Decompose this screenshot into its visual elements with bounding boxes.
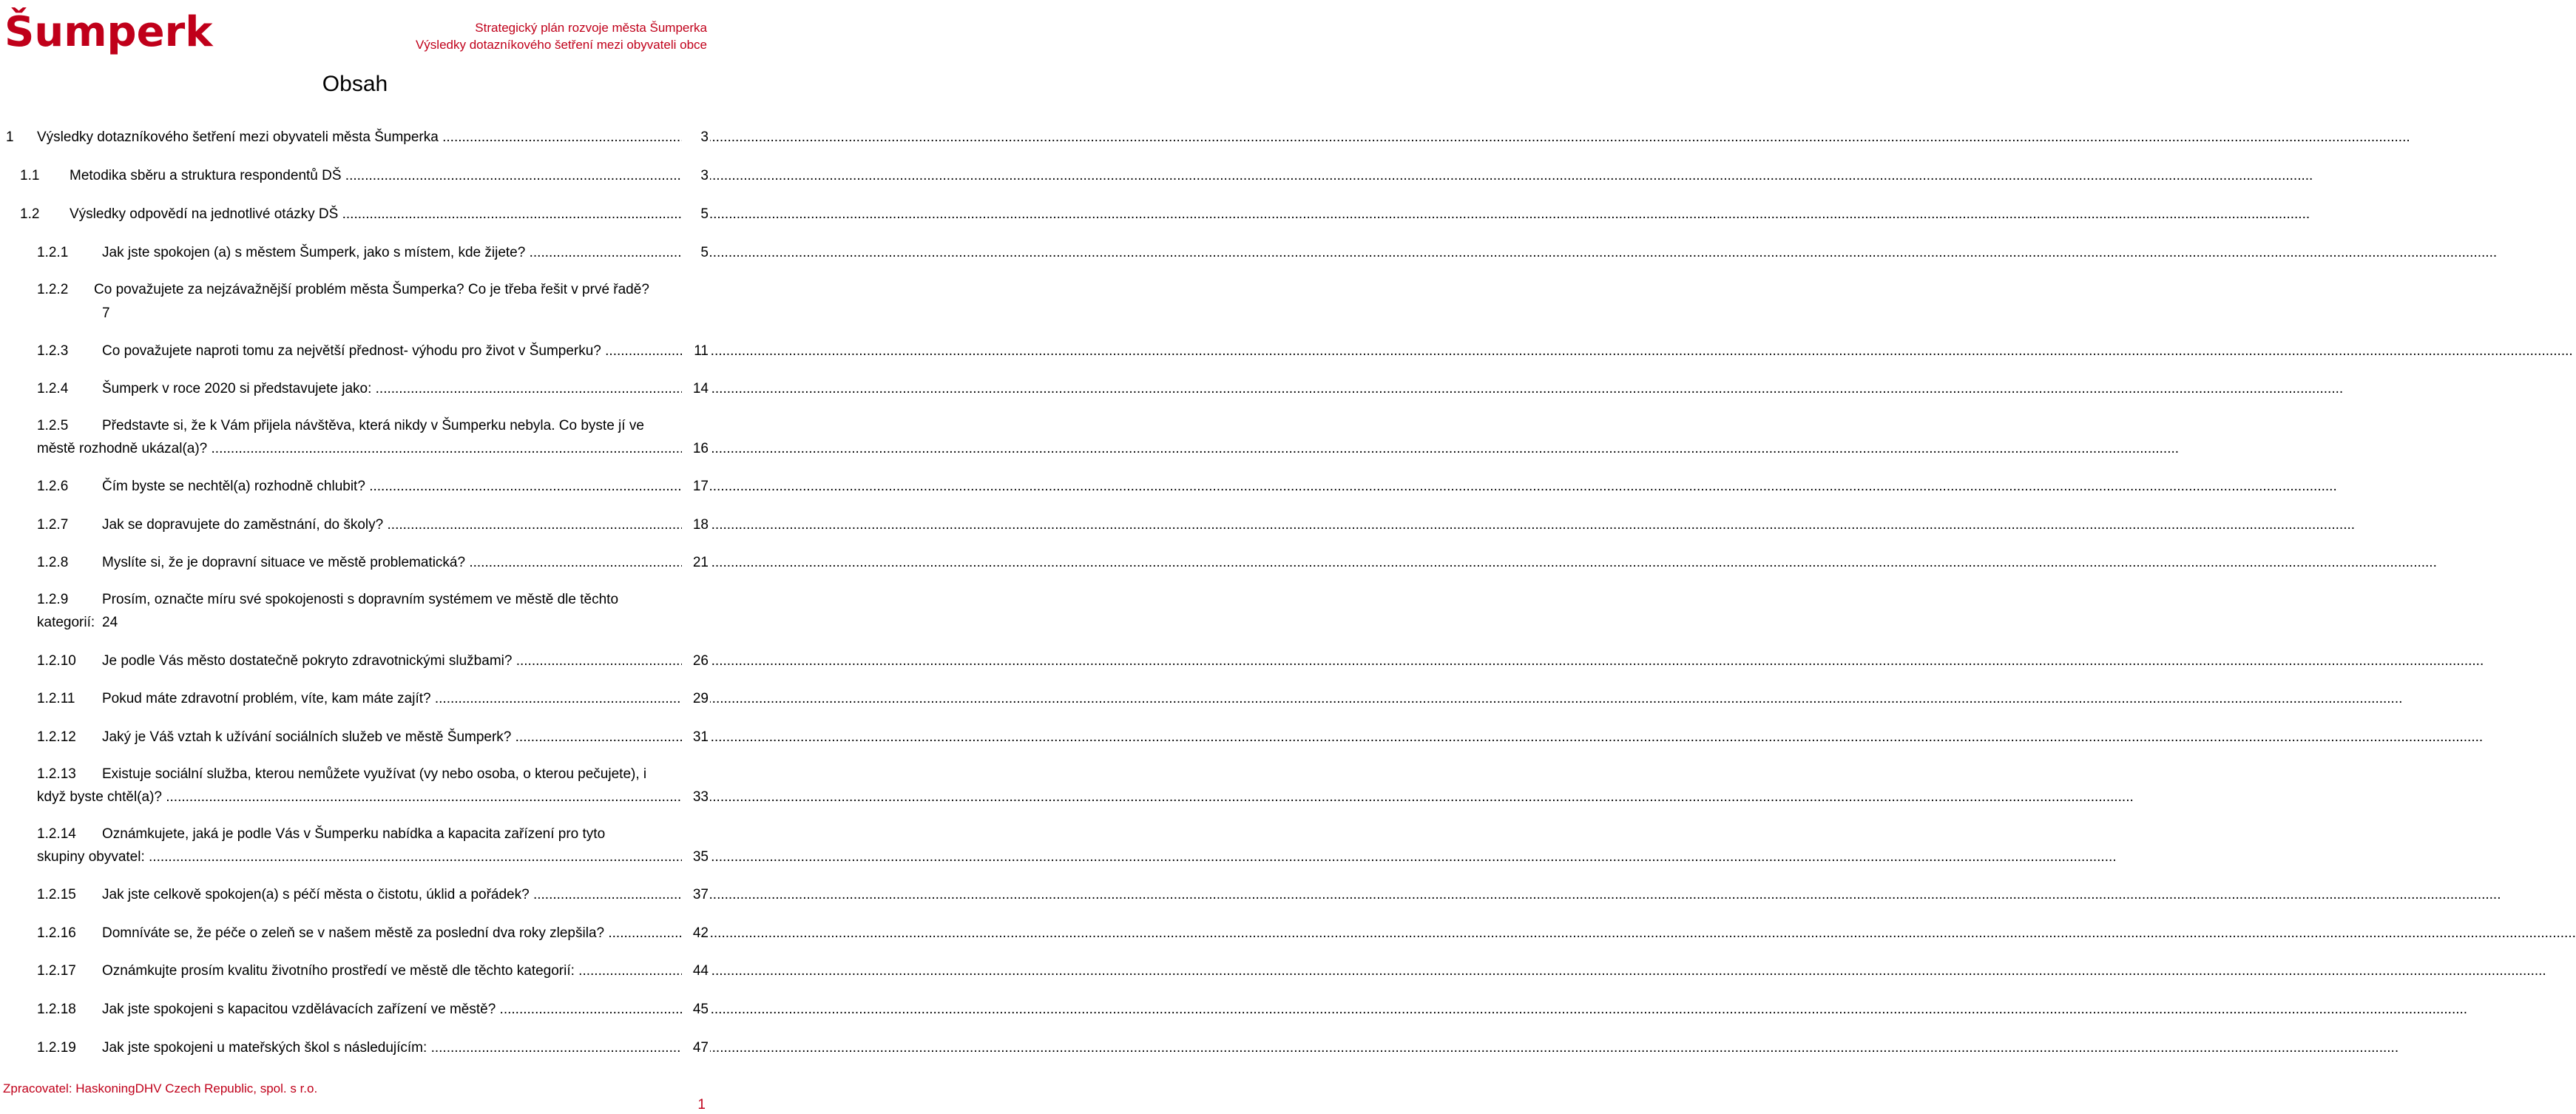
toc-entry[interactable] (0, 726, 710, 749)
toc-entry[interactable] (0, 688, 710, 710)
toc-entry[interactable] (0, 476, 710, 498)
toc-number: 1.2.3 (37, 343, 69, 359)
toc-number: 1.2.6 (37, 479, 69, 494)
toc-page: 44 (682, 960, 710, 982)
toc-title: Výsledky odpovědí na jednotlivé otázky DŠ ..... (70, 203, 682, 226)
toc-number: 1.2.17 (37, 963, 76, 979)
toc-entry-continuation[interactable] (0, 786, 710, 809)
toc-title-continued: skupiny obyvatel: ..... (37, 846, 682, 868)
toc-entry[interactable] (0, 126, 710, 149)
toc-title: Myslíte si, že je dopravní situace ve městě problematická? ..... (102, 552, 682, 574)
toc-number: 1.2.4 (37, 381, 69, 396)
toc-page: 24 (102, 615, 118, 630)
toc-entry[interactable] (0, 922, 710, 945)
toc-entry[interactable] (0, 378, 710, 400)
toc-entry[interactable] (0, 1037, 710, 1059)
toc-page: 16 (682, 438, 710, 460)
sumperk-logo (4, 3, 213, 56)
toc-title: Jak jste spokojeni s kapacitou vzdělávacích zařízení ve městě? ..... (102, 999, 682, 1021)
toc-page: 7 (102, 305, 110, 321)
toc-entry[interactable] (0, 415, 710, 437)
toc-number: 1.2.5 (37, 418, 69, 433)
toc-page: 31 (682, 726, 710, 749)
toc-number: 1.2.15 (37, 887, 76, 902)
toc-entry[interactable] (0, 514, 710, 536)
toc-page: 17 (682, 476, 710, 498)
toc-entry[interactable] (0, 763, 710, 786)
toc-title: Pokud máte zdravotní problém, víte, kam máte zajít? ..... (102, 688, 682, 710)
toc-title: Je podle Vás město dostatečně pokryto zdravotnickými službami? ..... (102, 650, 682, 672)
toc-page: 5 (682, 203, 710, 226)
toc-title-continued: kategorií: (37, 615, 95, 630)
toc-page: 35 (682, 846, 710, 868)
toc-number: 1.2 (20, 206, 40, 222)
toc-title: Jak jste spokojeni u mateřských škol s následujícím: ..... (102, 1037, 682, 1059)
toc-title: Existuje sociální služba, kterou nemůžete využívat (vy nebo osoba, o kterou pečujete), i (102, 766, 647, 782)
toc-title: Čím byste se nechtěl(a) rozhodně chlubit? ..... (102, 476, 682, 498)
toc-page: 33 (682, 786, 710, 809)
toc-title: Oznámkujte prosím kvalitu životního prostředí ve městě dle těchto kategorií: ..... (102, 960, 682, 982)
toc-entry[interactable] (0, 589, 710, 611)
toc-page: 3 (682, 165, 710, 187)
toc-entry[interactable] (0, 203, 710, 226)
toc-number: 1.2.18 (37, 1002, 76, 1017)
page-title: Obsah (322, 72, 388, 96)
toc-page: 21 (682, 552, 710, 574)
toc-title: Oznámkujete, jaká je podle Vás v Šumperku nabídka a kapacita zařízení pro tyto (102, 826, 606, 842)
toc-number: 1.2.10 (37, 653, 76, 669)
toc-number: 1.2.8 (37, 555, 69, 570)
toc-number: 1.2.16 (37, 925, 76, 941)
toc-entry[interactable] (0, 650, 710, 672)
toc-entry-continuation[interactable] (0, 846, 710, 868)
toc-title: Prosím, označte míru své spokojenosti s dopravním systémem ve městě dle těchto (102, 592, 619, 607)
toc-number: 1.2.11 (37, 691, 75, 706)
toc-entry[interactable] (0, 279, 710, 301)
toc-number: 1.2.1 (37, 245, 69, 260)
toc-number: 1.2.9 (37, 592, 69, 607)
toc-number: 1.2.14 (37, 826, 76, 842)
toc-number: 1.2.7 (37, 517, 69, 533)
toc-title-continued: městě rozhodně ukázal(a)? ..... (37, 438, 682, 460)
toc-entry[interactable] (0, 340, 710, 362)
toc-page: 14 (682, 378, 710, 400)
toc-title: Jak jste spokojen (a) s městem Šumperk, jako s místem, kde žijete? ..... (102, 242, 682, 264)
document-header (416, 19, 707, 53)
toc-entry[interactable] (0, 999, 710, 1021)
toc-entry[interactable] (0, 960, 710, 982)
footer-processor: Zpracovatel: HaskoningDHV Czech Republic, spol. s r.o. (3, 1081, 318, 1096)
toc-title: Co považujete naproti tomu za největší přednost- výhodu pro život v Šumperku? ..... (102, 340, 682, 362)
toc-title-continued: když byste chtěl(a)? ..... (37, 786, 682, 809)
toc-title: Co považujete za nejzávažnější problém města Šumperka? Co je třeba řešit v prvé řadě? (94, 282, 649, 297)
toc-page: 42 (682, 922, 710, 945)
toc-number: 1.2.19 (37, 1040, 76, 1056)
toc-page: 26 (682, 650, 710, 672)
header-line-2: Výsledky dotazníkového šetření mezi obyvateli obce (415, 38, 707, 52)
toc-number: 1.2.12 (37, 729, 76, 745)
toc-page: 3 (682, 126, 710, 149)
toc-number: 1.1 (20, 168, 40, 183)
toc-title: Výsledky dotazníkového šetření mezi obyvateli města Šumperka ..... (37, 126, 682, 149)
toc-entry-continuation[interactable] (0, 303, 710, 325)
toc-page: 47 (682, 1037, 710, 1059)
toc-number: 1.2.13 (37, 766, 76, 782)
page-number: 1 (697, 1097, 706, 1113)
toc-page: 11 (682, 340, 710, 362)
toc-title: Šumperk v roce 2020 si představujete jako: ..... (102, 378, 682, 400)
toc-title: Představte si, že k Vám přijela návštěva, která nikdy v Šumperku nebyla. Co byste jí ve (102, 418, 644, 433)
toc-title: Jaký je Váš vztah k užívání sociálních služeb ve městě Šumperk? ..... (102, 726, 682, 749)
toc-title: Jak jste celkově spokojen(a) s péčí města o čistotu, úklid a pořádek? ..... (102, 884, 682, 906)
toc-entry[interactable] (0, 165, 710, 187)
header-line-1: Strategický plán rozvoje města Šumperka (475, 21, 707, 35)
toc-number: 1.2.2 (37, 282, 69, 297)
toc-page: 37 (682, 884, 710, 906)
toc-page: 45 (682, 999, 710, 1021)
toc-page: 29 (682, 688, 710, 710)
toc-page: 5 (682, 242, 710, 264)
toc-title: Domníváte se, že péče o zeleň se v našem městě za poslední dva roky zlepšila? ..... (102, 922, 682, 945)
svg-text:Šumperk: Šumperk (4, 8, 213, 56)
toc-entry-continuation[interactable] (0, 612, 710, 634)
toc-entry[interactable] (0, 884, 710, 906)
toc-title: Jak se dopravujete do zaměstnání, do školy? ..... (102, 514, 682, 536)
toc-title: Metodika sběru a struktura respondentů DŠ ..... (70, 165, 682, 187)
toc-number: 1 (6, 129, 14, 145)
toc-entry[interactable] (0, 823, 710, 845)
toc-page: 18 (682, 514, 710, 536)
toc-entry-continuation[interactable] (0, 438, 710, 460)
toc-entry[interactable] (0, 242, 710, 264)
toc-entry[interactable] (0, 552, 710, 574)
